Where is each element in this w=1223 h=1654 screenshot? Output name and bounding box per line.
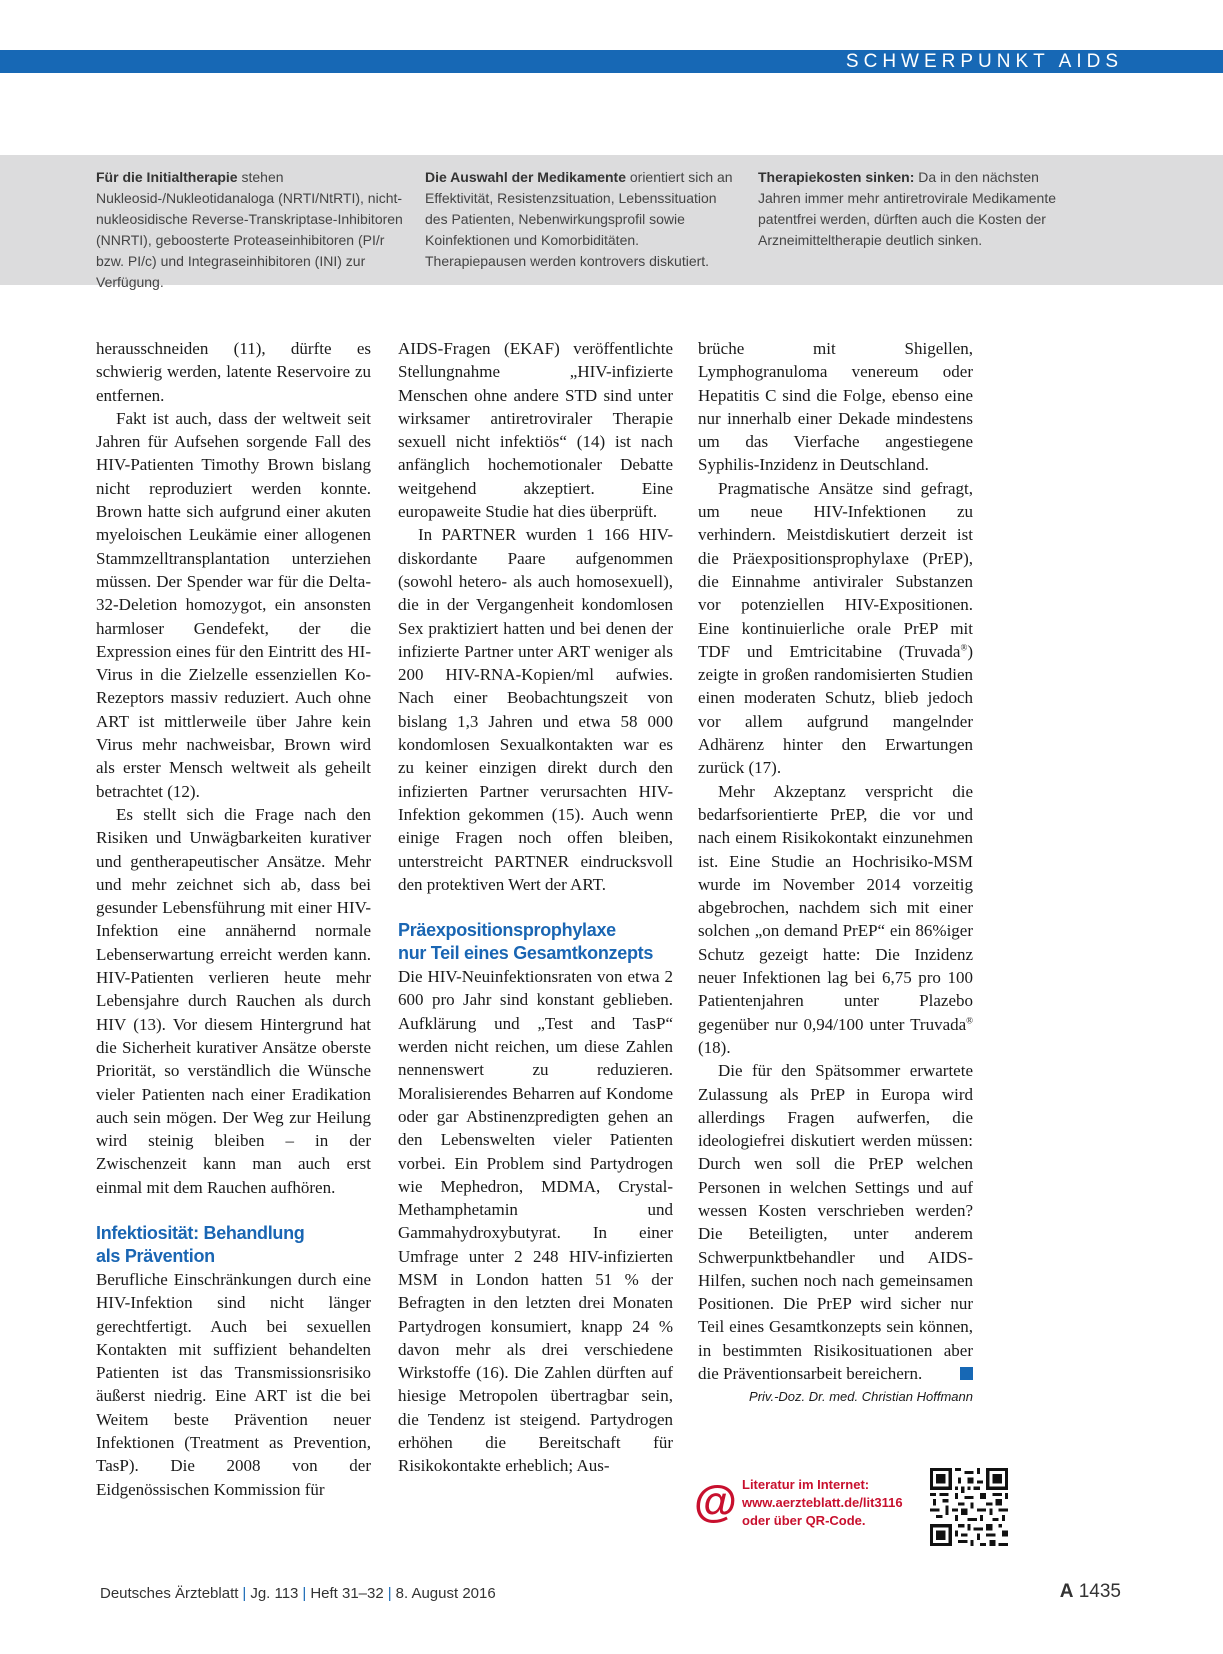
separator: | xyxy=(387,1585,392,1602)
section-bar xyxy=(0,50,1223,73)
paragraph: Fakt ist auch, dass der weltweit seit Jahren für Aufsehen sorgende Fall des HIV-Patienten Timothy Brown bislang nicht reproduziert werden konnte. Brown hatte sich aufgrund einer akuten myeloischen Leukämie einer allogenen Stammzelltransplantation unterziehen müssen. Der Spender war für die Delta-32-Deletion homozygot, ein ansonsten harmloser Gendefekt, der die Expression eines für den Eintritt des HI-Virus in die Zielzelle essenziellen Ko-Rezeptors massiv reduziert. Auch ohne ART ist mittlerweile über Jahre kein Virus mehr nachweisbar, Brown wird als erster Mensch weltweit als geheilt betrachtet (12). xyxy=(96,408,371,801)
summary-box xyxy=(0,155,1223,290)
paragraph: Berufliche Einschränkungen durch eine HIV-Infektion sind nicht länger gerechtfertigt. Auch bei sexuellen Kontakten mit suffizient behandelten Patienten ist das Transmissionsrisiko äußerst niedrig. Eine ART ist die bei Weitem beste Prävention neuer Infektionen (Treatment as Prevention, TasP). Die 2008 von der Eidgenössischen Kommission für xyxy=(96,1269,371,1499)
separator: | xyxy=(242,1585,247,1602)
paragraph-part: Pragmatische Ansätze sind gefragt, um neue HIV-Infektionen zu verhindern. Meistdiskutiert derzeit ist die Präexpositionsprophylaxe (PrEP), die Einnahme antiviraler Substanzen vor potenziellen HIV-Expositionen. Eine kontinuierliche orale PrEP mit TDF und Emtricitabine (Truvada xyxy=(698,478,973,661)
journal-name: Deutsches Ärzteblatt xyxy=(100,1585,239,1602)
paragraph xyxy=(698,1059,973,1385)
registered-mark: ® xyxy=(960,642,968,653)
paragraph: herausschneiden (11), dürfte es schwierig werden, latente Reservoire zu entfernen. xyxy=(96,339,371,405)
paragraph: brüche mit Shigellen, Lymphogranuloma venereum oder Hepatitis C sind die Folge, ebenso eine nur innerhalb einer Dekade mindestens um das Vierfache angestiegene Syphilis-Inzidenz in Deutschland. xyxy=(698,339,973,475)
summary-lead: Therapiekosten sinken: xyxy=(758,169,915,185)
text-column-1 xyxy=(96,337,371,1501)
page-value: 1435 xyxy=(1078,1581,1121,1602)
paragraph xyxy=(698,780,973,1060)
paragraph-part: (18). xyxy=(698,1037,731,1057)
summary-column-2 xyxy=(425,167,737,272)
section-title: SCHWERPUNKT AIDS xyxy=(845,51,1123,72)
summary-lead: Für die Initialtherapie xyxy=(96,169,238,185)
text-column-3 xyxy=(698,337,973,1407)
paragraph: In PARTNER wurden 1 166 HIV-diskordante Paare aufgenommen (sowohl hetero- als auch homosexuell), die in der Vergangenheit kondomlosen Sex praktiziert hatten und bei denen der infizierte Partner unter ART weniger als 200 HIV-RNA-Kopien/ml aufwies. Nach einer Beobachtungszeit von bislang 1,3 Jahren und etwa 58 000 kondomlosen Sexualkontakten war es zu keiner einzigen direkt durch den infizierten Partner verursachten HIV-Infektion gekommen (15). Auch wenn einige Fragen noch offen bleiben, unterstreicht PARTNER eindrucksvoll den protektiven Wert der ART. xyxy=(398,525,673,894)
section-heading xyxy=(398,919,673,965)
paragraph-part: ) zeigte in großen randomisierten Studien einen moderaten Schutz, blieb jedoch vor allem aufgrund mangelnder Adhärenz hinter den Erwartungen zurück (17). xyxy=(698,641,973,778)
literature-box xyxy=(694,1474,1014,1554)
page-number xyxy=(1060,1581,1121,1603)
summary-text: stehen Nukleosid-/Nukleotidanaloga (NRTI/NtRTI), nicht-nukleosidische Reverse-Transkriptase-Inhibitoren (NNRTI), geboosterte Proteaseinhibitoren (PI/r bzw. PI/c) und Integraseinhibitoren (INI) zur Verfügung. xyxy=(96,169,403,290)
heading-line: als Prävention xyxy=(96,1245,215,1266)
summary-column-3 xyxy=(758,167,1058,251)
literature-line: Literatur im Internet: xyxy=(742,1477,870,1492)
summary-text: Da in den nächsten Jahren immer mehr antiretrovirale Medikamente patentfrei werden, dürften auch die Kosten der Arzneimitteltherapie deutlich sinken. xyxy=(758,169,1056,248)
registered-mark: ® xyxy=(966,1014,973,1025)
literature-link[interactable]: www.aerzteblatt.de/lit3116 xyxy=(742,1495,903,1510)
paragraph: Die HIV-Neuinfektionsraten von etwa 2 600 pro Jahr sind konstant geblieben. Aufklärung und „Test and TasP“ werden nicht reichen, um diese Zahlen nennenswert zu reduzieren. Moralisierendes Beharren auf Kondome oder gar Abstinenzpredigten gehen an den Lebenswelten vieler Patienten vorbei. Ein Problem sind Partydrogen wie Mephedron, MDMA, Crystal-Methamphetamin und Gammahydroxybutyrat. In einer Umfrage unter 2 248 HIV-infizierten MSM in London hatten 51 % der Befragten in den letzten drei Monaten Partydrogen konsumiert, knapp 24 % davon mehr als drei verschiedene Wirkstoffe (16). Die Zahlen dürften auf hiesige Metropolen übertragbar sein, die Tendenz ist steigend. Partydrogen erhöhen die Bereitschaft für Risikokontakte erheblich; Aus- xyxy=(398,967,673,1476)
paragraph-part: Die für den Spätsommer erwartete Zulassung als PrEP in Europa wird allerdings Fragen aufwerfen, die ideologiefrei diskutiert werden müssen: Durch wen soll die PrEP welchen Personen in welchen Settings und auf wessen Kosten verschrieben werden? Die Beteiligten, unter anderem Schwerpunktbehandler und AIDS-Hilfen, suchen noch nach gemeinsamen Positionen. Die PrEP wird sicher nur Teil eines Gesamtkonzepts sein können, in bestimmten Risikosituationen aber die Präventionsarbeit bereichern. xyxy=(698,1061,973,1384)
at-sign-icon: @ xyxy=(694,1477,737,1526)
qr-code-icon[interactable] xyxy=(930,1468,1008,1546)
date: 8. August 2016 xyxy=(395,1585,496,1602)
issue: Heft 31–32 xyxy=(310,1585,384,1602)
literature-line: oder über QR-Code. xyxy=(742,1513,866,1528)
summary-lead: Die Auswahl der Medikamente xyxy=(425,169,626,185)
paragraph: AIDS-Fragen (EKAF) veröffentlichte Stellungnahme „HIV-infizierte Menschen ohne andere STD sind unter wirksamer antiretroviraler Therapie sexuell nicht infektiös“ (14) ist nach anfänglich hochemotionaler Debatte weitgehend akzeptiert. Eine europaweite Studie hat dies überprüft. xyxy=(398,339,673,522)
footer xyxy=(100,1585,496,1602)
literature-text xyxy=(742,1476,932,1530)
paragraph: Es stellt sich die Frage nach den Risiken und Unwägbarkeiten kurativer und gentherapeutischer Ansätze. Mehr und mehr zeichnet sich ab, dass bei gesunder Lebensführung mit einer HIV-Infektion eine annähernd normale Lebenserwartung erreicht werden kann. HIV-Patienten verlieren heute mehr Lebensjahre durch Rauchen als durch HIV (13). Vor diesem Hintergrund hat die Sicherheit kurativer Ansätze oberste Priorität, so verständlich die Wünsche vieler Patienten nach einer Eradikation auch sein mögen. Der Weg zur Heilung wird steinig bleiben – in der Zwischenzeit kann man auch erst einmal mit dem Rauchen aufhören. xyxy=(96,804,371,1197)
summary-column-1 xyxy=(96,167,406,293)
summary-text: orientiert sich an Effektivität, Resistenzsituation, Lebenssituation des Patienten, Nebenwirkungsprofil sowie Koinfektionen und Komorbiditäten. Therapiepausen werden kontrovers diskutiert. xyxy=(425,169,733,269)
heading-line: Infektiosität: Behandlung xyxy=(96,1222,305,1243)
author: Priv.-Doz. Dr. med. Christian Hoffmann xyxy=(749,1389,973,1405)
paragraph-part: Mehr Akzeptanz verspricht die bedarfsorientierte PrEP, die vor und nach einem Risikokontakt einzunehmen ist. Eine Studie an Hochrisiko-MSM wurde im November 2014 vorzeitig abgebrochen, nachdem sich mit einer solchen „on demand PrEP“ ein 86%iger Schutz gezeigt hatte: Die Inzidenz neuer Infektionen lag bei 6,75 pro 100 Patientenjahren unter Plazebo gegenüber nur 0,94/100 unter Truvada xyxy=(698,781,973,1034)
heading-line: Präexpositionsprophylaxe xyxy=(398,920,616,941)
end-mark-icon xyxy=(960,1367,973,1380)
heading-line: nur Teil eines Gesamtkonzepts xyxy=(398,943,654,964)
text-column-2 xyxy=(398,337,673,1478)
page-prefix: A xyxy=(1059,1581,1074,1602)
paragraph xyxy=(698,477,973,780)
separator: | xyxy=(302,1585,307,1602)
section-heading xyxy=(96,1222,371,1268)
volume: Jg. 113 xyxy=(250,1585,299,1602)
